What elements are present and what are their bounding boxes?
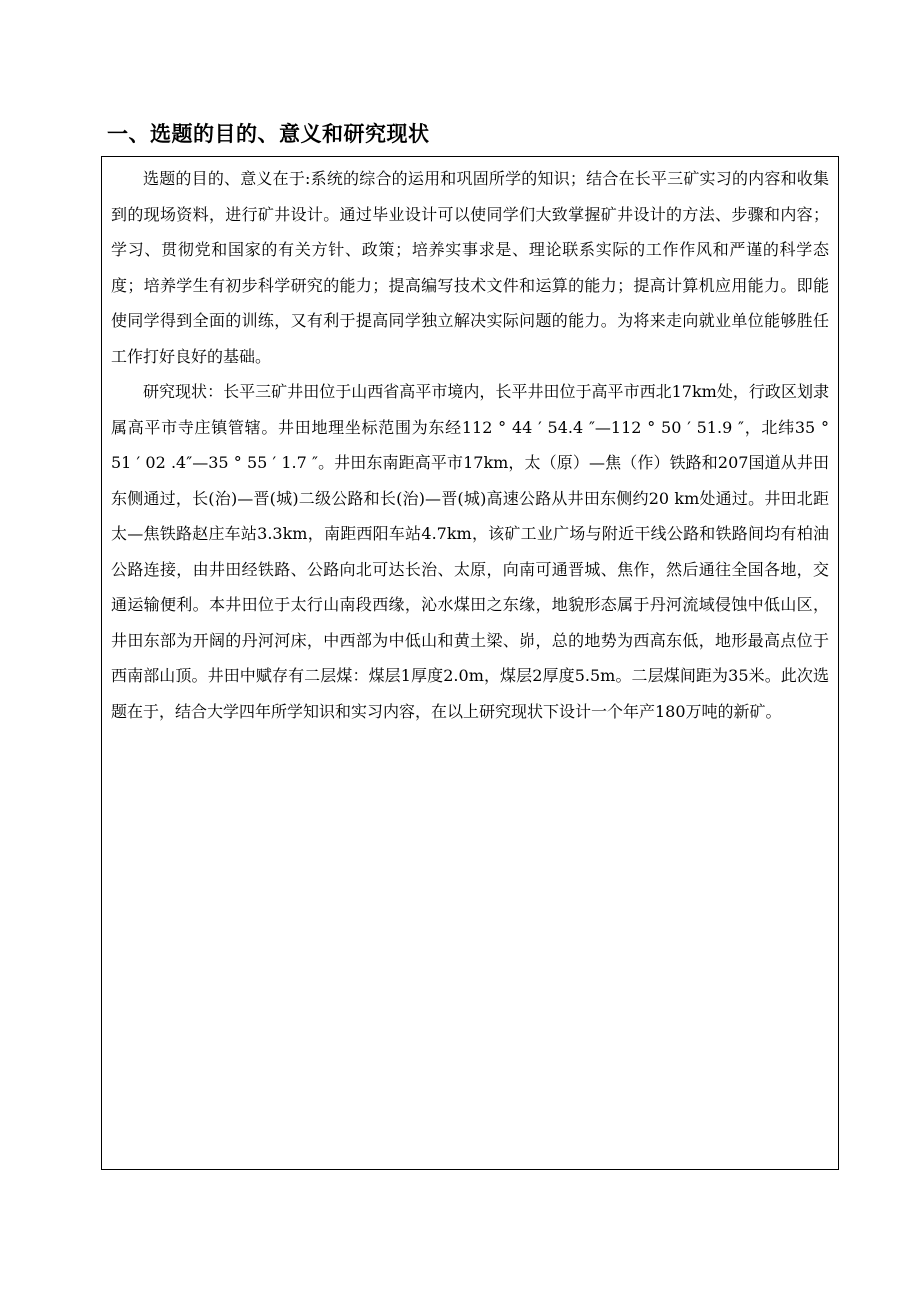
content-body [111, 161, 829, 729]
section-heading: 一、选题的目的、意义和研究现状 [107, 122, 430, 146]
content-box [101, 156, 839, 1170]
research-status-paragraph: 研究现状：长平三矿井田位于山西省高平市境内，长平井田位于高平市西北17km处，行政区划隶属高平市寺庄镇管辖。井田地理坐标范围为东经112 ° 44 ′ 54.4 ″—112 ° 50 ′ 51.9 ″，北纬35 ° 51 ′ 02 .4″—35 ° 55 ′ 1.7 ″。井田东南距高平市17km，太（原）—焦（作）铁路和207国道从井田东侧通过，长(治)—晋(城)二级公路和长(治)—晋(城)高速公路从井田东侧约20 km处通过。井田北距太—焦铁路赵庄车站3.3km，南距西阳车站4.7km，该矿工业广场与附近干线公路和铁路间均有柏油公路连接，由井田经铁路、公路向北可达长治、太原，向南可通晋城、焦作，然后通往全国各地，交通运输便利。本井田位于太行山南段西缘，沁水煤田之东缘，地貌形态属于丹河流域侵蚀中低山区，井田东部为开阔的丹河河床，中西部为中低山和黄土梁、峁，总的地势为西高东低，地形最高点位于西南部山顶。井田中赋存有二层煤：煤层1厚度2.0m，煤层2厚度5.5m。二层煤间距为35米。此次选题在于，结合大学四年所学知识和实习内容，在以上研究现状下设计一个年产180万吨的新矿。 [111, 382, 829, 721]
purpose-paragraph: 选题的目的、意义在于:系统的综合的运用和巩固所学的知识；结合在长平三矿实习的内容和收集到的现场资料，进行矿井设计。通过毕业设计可以使同学们大致掌握矿井设计的方法、步骤和内容；学习、贯彻党和国家的有关方针、政策；培养实事求是、理论联系实际的工作作风和严谨的科学态度；培养学生有初步科学研究的能力；提高编写技术文件和运算的能力；提高计算机应用能力。即能使同学得到全面的训练，又有利于提高同学独立解决实际问题的能力。为将来走向就业单位能够胜任工作打好良好的基础。 [111, 169, 829, 366]
